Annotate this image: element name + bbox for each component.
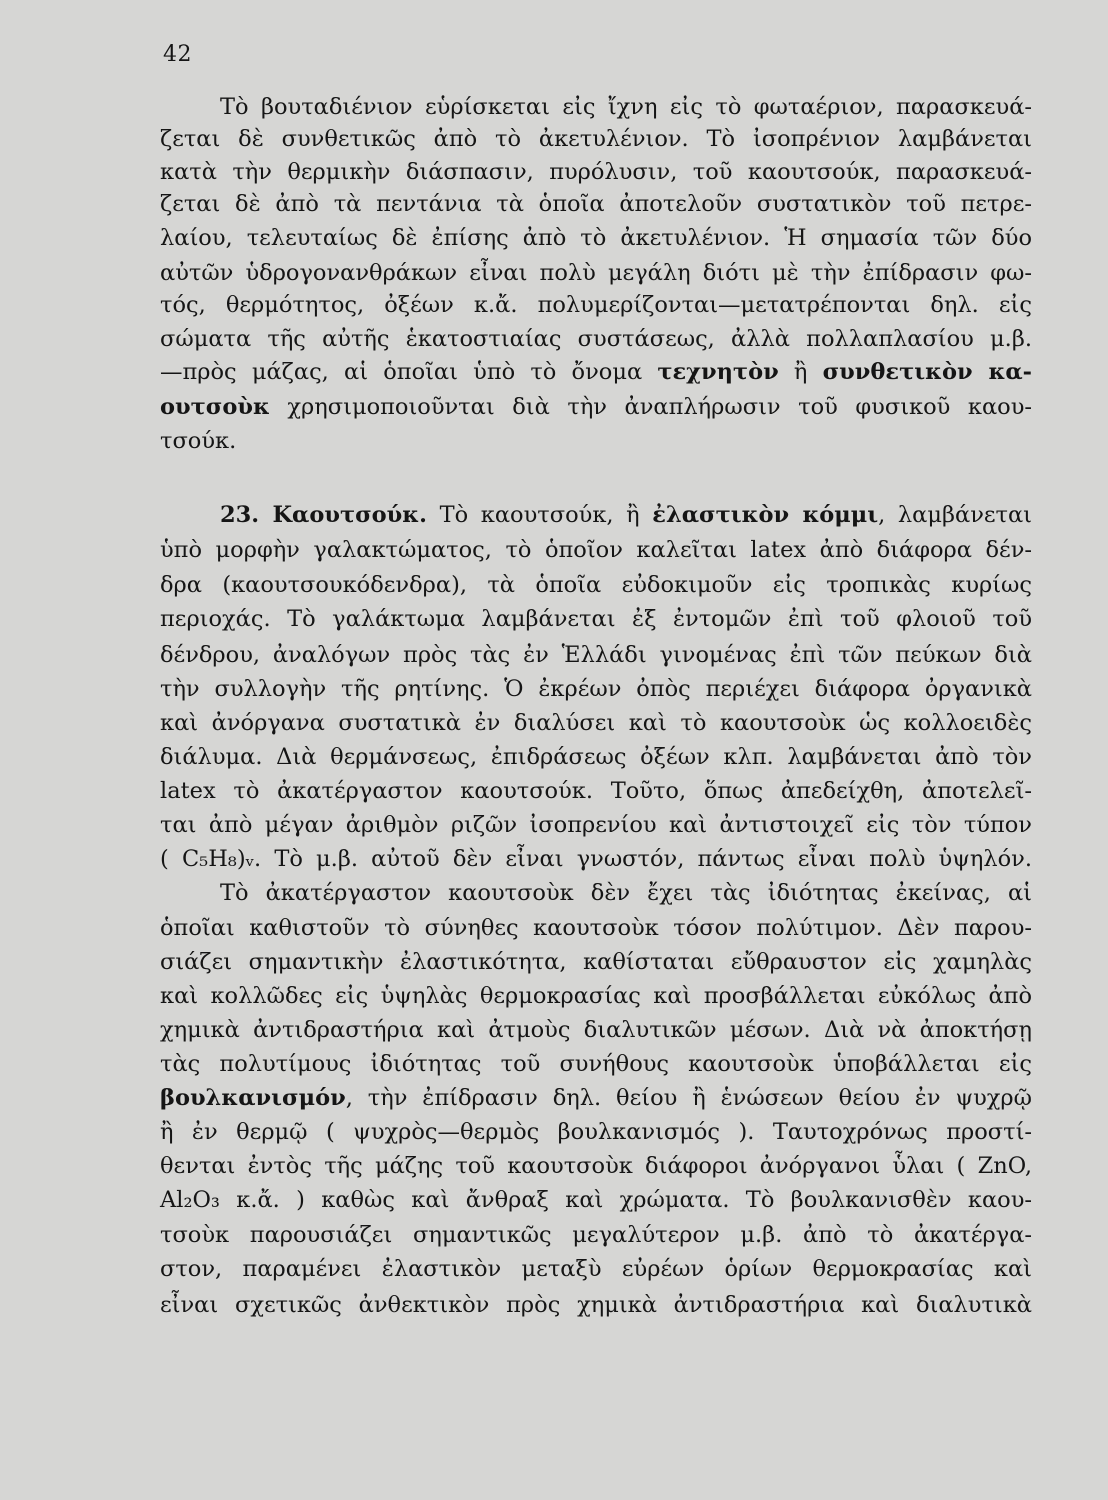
text-run: αὐτῶν ὑδρογονανθράκων εἶναι πολὺ μεγάλη διότι μὲ τὴν ἐπίδρασιν φω- bbox=[160, 260, 1032, 286]
text-run: ἢ ἐν θερμῷ ( ψυχρὸς—θερμὸς βουλκανισμός ). Ταυτοχρόνως προστί- bbox=[160, 1119, 1032, 1145]
text-run: χρησιμοποιοῦνται διὰ τὴν ἀναπλήρωσιν τοῦ φυσικοῦ καου- bbox=[269, 394, 1032, 420]
text-line bbox=[160, 1014, 1032, 1046]
text-line bbox=[160, 1116, 1032, 1148]
bold-term: συνθετικὸν κα- bbox=[822, 359, 1032, 385]
text-line bbox=[160, 123, 1032, 155]
text-run: εἶναι σχετικῶς ἀνθεκτικὸν πρὸς χημικὰ ἀντιδραστήρια καὶ διαλυτικὰ bbox=[160, 1292, 1032, 1318]
text-line bbox=[160, 1253, 1032, 1285]
text-run: ζεται δὲ συνθετικῶς ἀπὸ τὸ ἀκετυλένιον. Τὸ ἰσοπρένιον λαμβάνεται bbox=[160, 126, 1032, 152]
text-line bbox=[160, 980, 1032, 1012]
text-line bbox=[160, 639, 1032, 671]
text-line bbox=[160, 741, 1032, 773]
text-line bbox=[160, 775, 1032, 807]
bold-term: τεχνητὸν bbox=[657, 359, 779, 385]
text-line bbox=[160, 1219, 1032, 1251]
text-run: Τὸ βουταδιένιον εὑρίσκεται εἰς ἴχνη εἰς τὸ φωταέριον, παρασκευά- bbox=[220, 94, 1032, 120]
text-run: ὁποῖαι καθιστοῦν τὸ σύνηθες καουτσοὺκ τόσον πολύτιμον. Δὲν παρου- bbox=[160, 915, 1032, 941]
bold-term: βουλκανισμόν bbox=[160, 1085, 346, 1111]
text-line bbox=[160, 912, 1032, 944]
text-line bbox=[160, 188, 1032, 220]
text-run: τὰς πολυτίμους ἰδιότητας τοῦ συνήθους καουτσοὺκ ὑποβάλλεται εἰς bbox=[160, 1051, 1032, 1077]
bold-term: ουτσοὺκ bbox=[160, 394, 270, 420]
text-run: τσούκ. bbox=[160, 428, 237, 454]
text-run: Τὸ καουτσούκ, ἢ bbox=[427, 502, 653, 528]
text-run: ὑπὸ μορφὴν γαλακτώματος, τὸ ὁποῖον καλεῖται latex ἀπὸ διάφορα δέν- bbox=[160, 537, 1032, 563]
text-line bbox=[160, 603, 1032, 635]
text-run: —πρὸς μάζας, αἱ ὁποῖαι ὑπὸ τὸ ὄνομα bbox=[160, 359, 658, 385]
text-line bbox=[160, 843, 1032, 875]
text-run: θενται ἐντὸς τῆς μάζης τοῦ καουτσοὺκ διάφοροι ἀνόργανοι ὗλαι ( ZnO, bbox=[160, 1153, 1032, 1179]
text-run: ἢ bbox=[778, 359, 823, 385]
text-run: τός, θερμότητος, ὀξέων κ.ἄ. πολυμερίζονται—μετατρέπονται δηλ. εἰς bbox=[160, 292, 1032, 318]
text-run: καὶ ἀνόργανα συστατικὰ ἐν διαλύσει καὶ τὸ καουτσοὺκ ὡς κολλοειδὲς bbox=[160, 710, 1032, 736]
text-run: δένδρου, ἀναλόγων πρὸς τὰς ἐν Ἑλλάδι γινομένας ἐπὶ τῶν πεύκων διὰ bbox=[160, 642, 1032, 668]
text-run: στον, παραμένει ἐλαστικὸν μεταξὺ εὐρέων ὁρίων θερμοκρασίας καὶ bbox=[160, 1256, 1032, 1282]
text-run: σώματα τῆς αὐτῆς ἑκατοστιαίας συστάσεως, ἀλλὰ πολλαπλασίου μ.β. bbox=[160, 326, 1032, 352]
text-line bbox=[160, 569, 1032, 601]
text-line bbox=[160, 257, 1032, 289]
text-run: τὴν συλλογὴν τῆς ρητίνης. Ὁ ἐκρέων ὀπὸς περιέχει διάφορα ὀργανικὰ bbox=[160, 676, 1032, 702]
text-line bbox=[160, 809, 1032, 841]
page-number: 42 bbox=[163, 42, 192, 67]
text-run: Τὸ ἀκατέργαστον καουτσοὺκ δὲν ἔχει τὰς ἰδιότητας ἐκείνας, αἱ bbox=[220, 880, 1032, 906]
text-line bbox=[160, 425, 1032, 457]
text-run: σιάζει σημαντικὴν ἐλαστικότητα, καθίσταται εὔθραυστον εἰς χαμηλὰς bbox=[160, 949, 1032, 975]
text-line bbox=[220, 877, 1032, 909]
text-run: κατὰ τὴν θερμικὴν διάσπασιν, πυρόλυσιν, τοῦ καουτσούκ, παρασκευά- bbox=[160, 159, 1032, 185]
text-line bbox=[160, 1048, 1032, 1080]
text-line bbox=[160, 289, 1032, 321]
text-line bbox=[160, 1289, 1032, 1321]
text-run: χημικὰ ἀντιδραστήρια καὶ ἀτμοὺς διαλυτικῶν μέσων. Διὰ νὰ ἀποκτήσῃ bbox=[160, 1017, 1032, 1043]
text-line bbox=[160, 222, 1032, 254]
text-run: , τὴν ἐπίδρασιν δηλ. θείου ἢ ἑνώσεων θείου ἐν ψυχρῷ bbox=[345, 1085, 1032, 1111]
text-line bbox=[220, 91, 1032, 123]
text-line bbox=[220, 499, 1032, 531]
text-line bbox=[160, 1082, 1032, 1114]
text-line bbox=[160, 534, 1032, 566]
text-run: ζεται δὲ ἀπὸ τὰ πεντάνια τὰ ὁποῖα ἀποτελοῦν συστατικὸν τοῦ πετρε- bbox=[160, 191, 1032, 217]
text-run: ( C₅H₈)ᵥ. Τὸ μ.β. αὐτοῦ δὲν εἶναι γνωστόν, πάντως εἶναι πολὺ ὑψηλόν. bbox=[160, 846, 1032, 872]
text-line bbox=[160, 707, 1032, 739]
text-run: , λαμβάνεται bbox=[878, 502, 1032, 528]
text-run: Al₂O₃ κ.ἄ. ) καθὼς καὶ ἄνθραξ καὶ χρώματα. Τὸ βουλκανισθὲν καου- bbox=[160, 1187, 1032, 1213]
text-run: περιοχάς. Τὸ γαλάκτωμα λαμβάνεται ἐξ ἐντομῶν ἐπὶ τοῦ φλοιοῦ τοῦ bbox=[160, 606, 1032, 632]
text-run: λαίου, τελευταίως δὲ ἐπίσης ἀπὸ τὸ ἀκετυλένιον. Ἡ σημασία τῶν δύο bbox=[160, 225, 1032, 251]
text-line bbox=[160, 356, 1032, 388]
text-run: ται ἀπὸ μέγαν ἀριθμὸν ριζῶν ἰσοπρενίου καὶ ἀντιστοιχεῖ εἰς τὸν τύπον bbox=[160, 812, 1032, 838]
bold-term: ἐλαστικὸν κόμμι bbox=[652, 502, 879, 528]
text-line bbox=[160, 391, 1032, 423]
text-line bbox=[160, 1150, 1032, 1182]
text-run: latex τὸ ἀκατέργαστον καουτσούκ. Τοῦτο, ὅπως ἀπεδείχθη, ἀποτελεῖ- bbox=[160, 778, 1032, 804]
text-run: δρα (καουτσουκόδενδρα), τὰ ὁποῖα εὐδοκιμοῦν εἰς τροπικὰς κυρίως bbox=[160, 572, 1032, 598]
bold-term: 23. Καουτσούκ. bbox=[220, 502, 427, 528]
text-line bbox=[160, 156, 1032, 188]
text-run: διάλυμα. Διὰ θερμάνσεως, ἐπιδράσεως ὀξέων κλπ. λαμβάνεται ἀπὸ τὸν bbox=[160, 744, 1032, 770]
text-line bbox=[160, 946, 1032, 978]
text-run: τσοὺκ παρουσιάζει σημαντικῶς μεγαλύτερον μ.β. ἀπὸ τὸ ἀκατέργα- bbox=[160, 1222, 1032, 1248]
text-line bbox=[160, 1184, 1032, 1216]
text-line bbox=[160, 323, 1032, 355]
text-run: καὶ κολλῶδες εἰς ὑψηλὰς θερμοκρασίας καὶ προσβάλλεται εὐκόλως ἀπὸ bbox=[160, 983, 1032, 1009]
text-line bbox=[160, 673, 1032, 705]
